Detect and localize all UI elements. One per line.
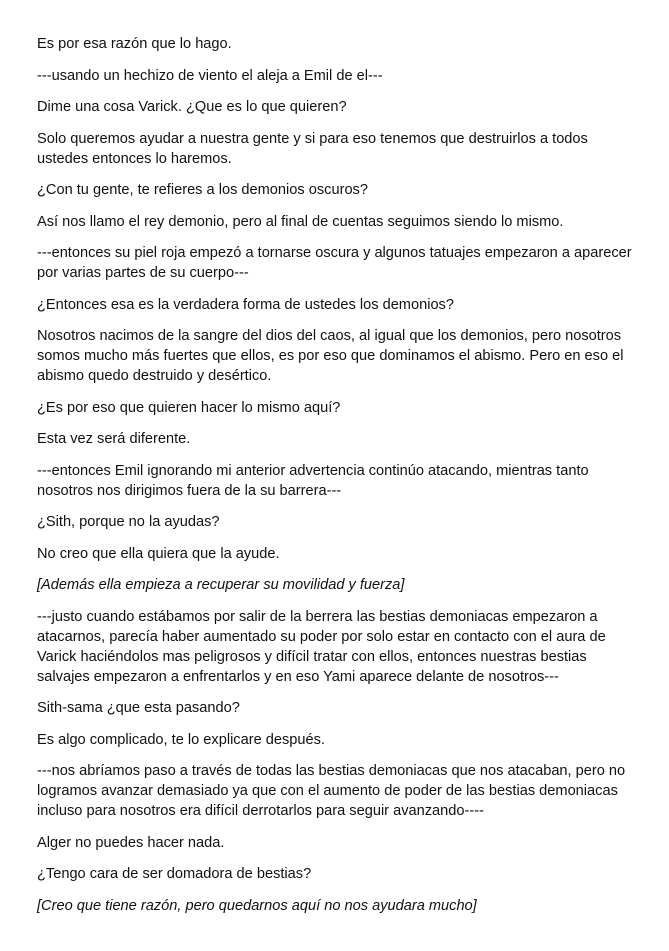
paragraph: ---nos abríamos paso a través de todas las bestias demoniacas que nos atacaban, pero no logramos avanzar demasiado ya que con el aumento de poder de las bestias demoniacas incluso para nosotros era difícil derrotarlos para seguir avanzando---- <box>37 763 626 819</box>
paragraph: Solo queremos ayudar a nuestra gente y si para eso tenemos que destruirlos a todos ustedes entonces lo haremos. <box>37 130 588 167</box>
paragraph: ¿Entonces esa es la verdadera forma de ustedes los demonios? <box>37 296 454 313</box>
paragraph: Nosotros nacimos de la sangre del dios del caos, al igual que los demonios, pero nosotros somos mucho más fuertes que ellos, es por eso que dominamos el abismo. Pero en eso el abismo quedo destruido y desértico. <box>37 328 624 384</box>
paragraph: ¿Es por eso que quieren hacer lo mismo aquí? <box>37 399 341 416</box>
paragraph: ---entonces su piel roja empezó a tornarse oscura y algunos tatuajes empezaron a aparecer por varias partes de su cuerpo--- <box>37 245 632 281</box>
paragraph: No creo que ella quiera que la ayude. <box>37 545 280 562</box>
paragraph: Así nos llamo el rey demonio, pero al final de cuentas seguimos siendo lo mismo. <box>37 213 564 230</box>
paragraph: ---entonces Emil ignorando mi anterior advertencia continúo atacando, mientras tanto nosotros nos dirigimos fuera de la su barrera--- <box>37 462 589 499</box>
paragraph: ¿Con tu gente, te refieres a los demonios oscuros? <box>37 182 368 198</box>
paragraph: ---usando un hechizo de viento el aleja a Emil de el--- <box>37 67 383 84</box>
paragraph: ---justo cuando estábamos por salir de la berrera las bestias demoniacas empezaron a atacarnos, parecía haber aumentado su poder por solo estar en contacto con el aura de Varick haciéndolos mas peligrosos y difícil tratar con ellos, entonces nuestras bestias salvajes empezaron a enfrentarlos y en eso Yami aparece delante de nosotros--- <box>37 608 606 685</box>
paragraph: Es algo complicado, te lo explicare después. <box>37 731 325 748</box>
paragraph: Esta vez será diferente. <box>37 431 191 447</box>
italic-thought-paragraph: [Además ella empieza a recuperar su movilidad y fuerza] <box>37 577 405 593</box>
paragraph: Es por esa razón que lo hago. <box>37 36 232 52</box>
paragraph: Alger no puedes hacer nada. <box>37 834 225 851</box>
paragraph: Sith-sama ¿que esta pasando? <box>37 700 240 716</box>
paragraph: ¿Tengo cara de ser domadora de bestias? <box>37 866 312 882</box>
paragraph: ¿Sith, porque no la ayudas? <box>37 514 220 530</box>
paragraph: Dime una cosa Varick. ¿Que es lo que quieren? <box>37 99 347 115</box>
italic-thought-paragraph: [Creo que tiene razón, pero quedarnos aquí no nos ayudara mucho] <box>37 897 477 914</box>
document-body <box>37 34 637 927</box>
